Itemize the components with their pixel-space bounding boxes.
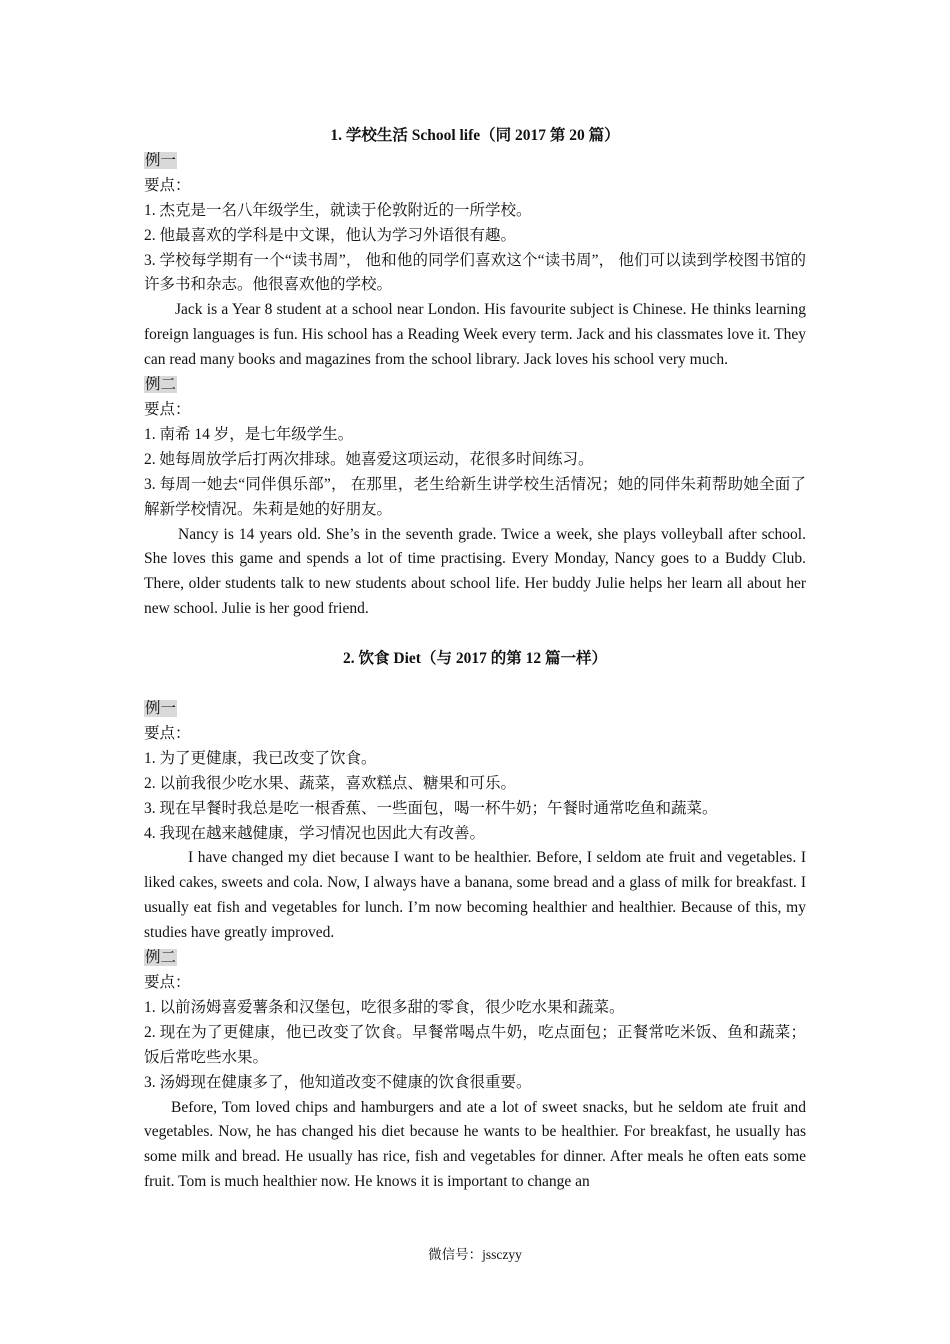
example-2-tag: 例二 bbox=[145, 949, 177, 967]
key-point: 2. 以前我很少吃水果、蔬菜，喜欢糕点、糖果和可乐。 bbox=[144, 774, 517, 792]
example-tag bbox=[144, 373, 806, 398]
key-points-label: 要点： bbox=[144, 400, 191, 418]
key-point: 3. 汤姆现在健康多了，他知道改变不健康的饮食很重要。 bbox=[144, 1073, 532, 1091]
sample-essay: I have changed my diet because I want to be healthier. Before, I seldom ate fruit and vegetables. I liked cakes, sweets and cola. Now, I always have a banana, some bread and a glass of milk for breakfast. I usually eat fish and vegetables for lunch. I’m now becoming healthier and healthier. Because of this, my studies have greatly improved. bbox=[144, 849, 806, 942]
example-tag bbox=[144, 697, 806, 722]
blank-line bbox=[144, 622, 806, 647]
sample-essay: Before, Tom loved chips and hamburgers and ate a lot of sweet snacks, but he seldom ate fruit and vegetables. Now, he has changed his diet because he wants to be healthier. For breakfast, he usually has some milk and bread. He usually has rice, fish and vegetables for dinner. After meals he often eats some fruit. Tom is much healthier now. He knows it is important to change an bbox=[144, 1098, 806, 1191]
key-points-label: 要点： bbox=[144, 724, 191, 742]
example-2-tag: 例二 bbox=[145, 376, 177, 394]
sample-essay: Nancy is 14 years old. She’s in the seventh grade. Twice a week, she plays volleyball after school. She loves this game and spends a lot of time practising. Every Monday, Nancy goes to a Buddy Club. There, older students talk to new students about school life. Her buddy Julie helps her learn all about her new school. Julie is her good friend. bbox=[144, 525, 806, 618]
key-point: 3. 每周一她去“同伴俱乐部”， 在那里，老生给新生讲学校生活情况；她的同伴朱莉帮助她全面了解新学校情况。朱莉是她的好朋友。 bbox=[144, 475, 806, 518]
page-footer: 微信号：jssczyy bbox=[428, 1247, 522, 1262]
sample-essay: Jack is a Year 8 student at a school near London. His favourite subject is Chinese. He thinks learning foreign languages is fun. His school has a Reading Week every term. Jack and his classmates love it. They can read many books and magazines from the school library. Jack loves his school very much. bbox=[144, 301, 806, 369]
example-tag bbox=[144, 946, 806, 971]
key-point: 2. 他最喜欢的学科是中文课，他认为学习外语很有趣。 bbox=[144, 226, 517, 244]
key-point: 1. 以前汤姆喜爱薯条和汉堡包，吃很多甜的零食，很少吃水果和蔬菜。 bbox=[144, 998, 625, 1016]
key-point: 1. 为了更健康，我已改变了饮食。 bbox=[144, 749, 377, 767]
example-tag bbox=[144, 149, 806, 174]
key-points-label: 要点： bbox=[144, 176, 191, 194]
section-1-title: 1. 学校生活 School life（同 2017 第 20 篇） bbox=[330, 127, 620, 144]
key-point: 2. 她每周放学后打两次排球。她喜爱这项运动，花很多时间练习。 bbox=[144, 450, 594, 468]
document-body bbox=[144, 124, 806, 1195]
key-point: 4. 我现在越来越健康，学习情况也因此大有改善。 bbox=[144, 824, 486, 842]
key-point: 2. 现在为了更健康，他已改变了饮食。早餐常喝点牛奶，吃点面包；正餐常吃米饭、鱼和蔬菜；饭后常吃些水果。 bbox=[144, 1023, 806, 1066]
key-point: 1. 南希 14 岁，是七年级学生。 bbox=[144, 425, 354, 443]
example-1-tag: 例一 bbox=[145, 151, 177, 169]
key-point: 1. 杰克是一名八年级学生，就读于伦敦附近的一所学校。 bbox=[144, 201, 532, 219]
key-point: 3. 现在早餐时我总是吃一根香蕉、一些面包，喝一杯牛奶；午餐时通常吃鱼和蔬菜。 bbox=[144, 799, 718, 817]
blank-line bbox=[144, 672, 806, 697]
key-point: 3. 学校每学期有一个“读书周”， 他和他的同学们喜欢这个“读书周”， 他们可以读到学校图书馆的许多书和杂志。他很喜欢他的学校。 bbox=[144, 251, 806, 294]
section-2-title: 2. 饮食 Diet（与 2017 的第 12 篇一样） bbox=[343, 650, 607, 668]
example-1-tag: 例一 bbox=[145, 700, 177, 718]
key-points-label: 要点： bbox=[144, 974, 191, 991]
